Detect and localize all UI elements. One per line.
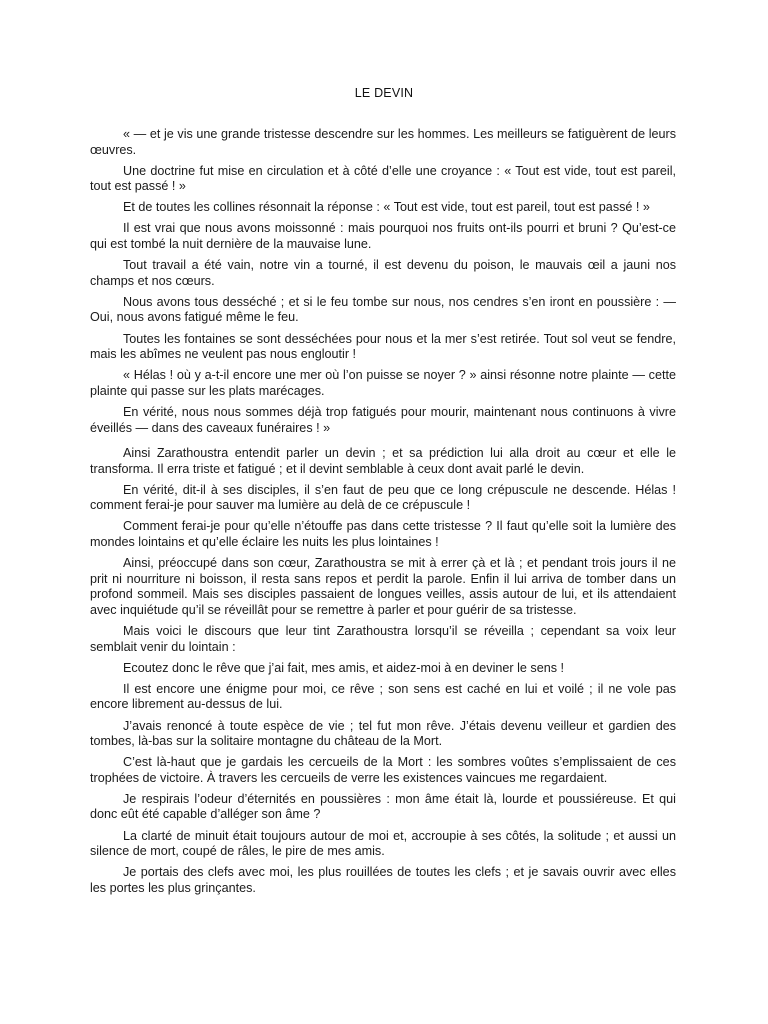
paragraph: « Hélas ! où y a-t-il encore une mer où l’on puisse se noyer ? » ainsi résonne notre plainte — cette plainte qui passe sur les plats marécages.: [90, 368, 676, 398]
paragraph: Tout travail a été vain, notre vin a tourné, il est devenu du poison, le mauvais œil a jauni nos champs et nos cœurs.: [90, 258, 676, 288]
paragraph: Je respirais l’odeur d’éternités en poussières : mon âme était là, lourde et poussiéreuse. Et qui donc eût été capable d’alléger son âme ?: [90, 791, 676, 822]
paragraph: Il est encore une énigme pour moi, ce rêve ; son sens est caché en lui et voilé ; il ne vole pas encore librement au-dessus de lui.: [90, 681, 676, 712]
paragraph: Je portais des clefs avec moi, les plus rouillées de toutes les clefs ; et je savais ouvrir avec elles les portes les plus grinçantes.: [90, 865, 676, 895]
paragraph: Nous avons tous desséché ; et si le feu tombe sur nous, nos cendres s’en iront en poussière : — Oui, nous avons fatigué même le feu.: [90, 294, 676, 325]
paragraph: La clarté de minuit était toujours autour de moi et, accroupie à ses côtés, la solitude ; et aussi un silence de mort, coupé de râles, le pire de mes amis.: [90, 828, 676, 859]
paragraph: Il est vrai que nous avons moissonné : mais pourquoi nos fruits ont-ils pourri et bruni ? Qu’est-ce qui est tombé la nuit dernière de la mauvaise lune.: [90, 221, 676, 252]
paragraph: C’est là-haut que je gardais les cercueils de la Mort : les sombres voûtes s’emplissaient de ces trophées de victoire. À travers les cercueils de verre les existences vaincues me regardaient.: [90, 755, 676, 785]
paragraph: Mais voici le discours que leur tint Zarathoustra lorsqu’il se réveilla ; cependant sa voix leur semblait venir du lointain :: [90, 624, 676, 654]
paragraph: Et de toutes les collines résonnait la réponse : « Tout est vide, tout est pareil, tout est passé ! »: [123, 200, 650, 215]
paragraph: Toutes les fontaines se sont desséchées pour nous et la mer s’est retirée. Tout sol veut se fendre, mais les abîmes ne veulent pas nous engloutir !: [90, 331, 676, 362]
paragraph: Une doctrine fut mise en circulation et à côté d’elle une croyance : « Tout est vide, tout est pareil, tout est passé ! »: [90, 163, 676, 194]
paragraph: « — et je vis une grande tristesse descendre sur les hommes. Les meilleurs se fatiguèrent de leurs œuvres.: [90, 127, 676, 157]
page-title: LE DEVIN: [354, 86, 414, 100]
paragraph: En vérité, nous nous sommes déjà trop fatigués pour mourir, maintenant nous continuons à vivre éveillés — dans des caveaux funéraires ! »: [90, 404, 676, 435]
paragraph: Ainsi Zarathoustra entendit parler un devin ; et sa prédiction lui alla droit au cœur et elle le transforma. Il erra triste et fatigué ; et il devint semblable à ceux dont avait parlé le devin.: [90, 446, 676, 476]
paragraph: Ainsi, préoccupé dans son cœur, Zarathoustra se mit à errer çà et là ; et pendant trois jours il ne prit ni nourriture ni boisson, il resta sans repos et perdit la parole. Enfin il lui arriva de tomber dans un profond sommeil. Mais ses disciples passaient de longues veilles, assis autour de lui, et ils attendaient avec inquiétude qu’il se réveillât pour se remettre à parler et pour guérir de sa tristesse.: [90, 556, 676, 617]
paragraph: Ecoutez donc le rêve que j’ai fait, mes amis, et aidez-moi à en deviner le sens !: [123, 660, 565, 675]
document-body: [90, 127, 676, 902]
paragraph: Comment ferai-je pour qu’elle n’étouffe pas dans cette tristesse ? Il faut qu’elle soit la lumière des mondes lointains et qu’elle éclaire les nuits les plus lointaines !: [90, 519, 676, 550]
paragraph: En vérité, dit-il à ses disciples, il s’en faut de peu que ce long crépuscule ne descende. Hélas ! comment ferai-je pour sauver ma lumière au delà de ce crépuscule !: [90, 482, 676, 513]
paragraph: J’avais renoncé à toute espèce de vie ; tel fut mon rêve. J’étais devenu veilleur et gardien des tombes, là-bas sur la solitaire montagne du château de la Mort.: [90, 718, 676, 749]
